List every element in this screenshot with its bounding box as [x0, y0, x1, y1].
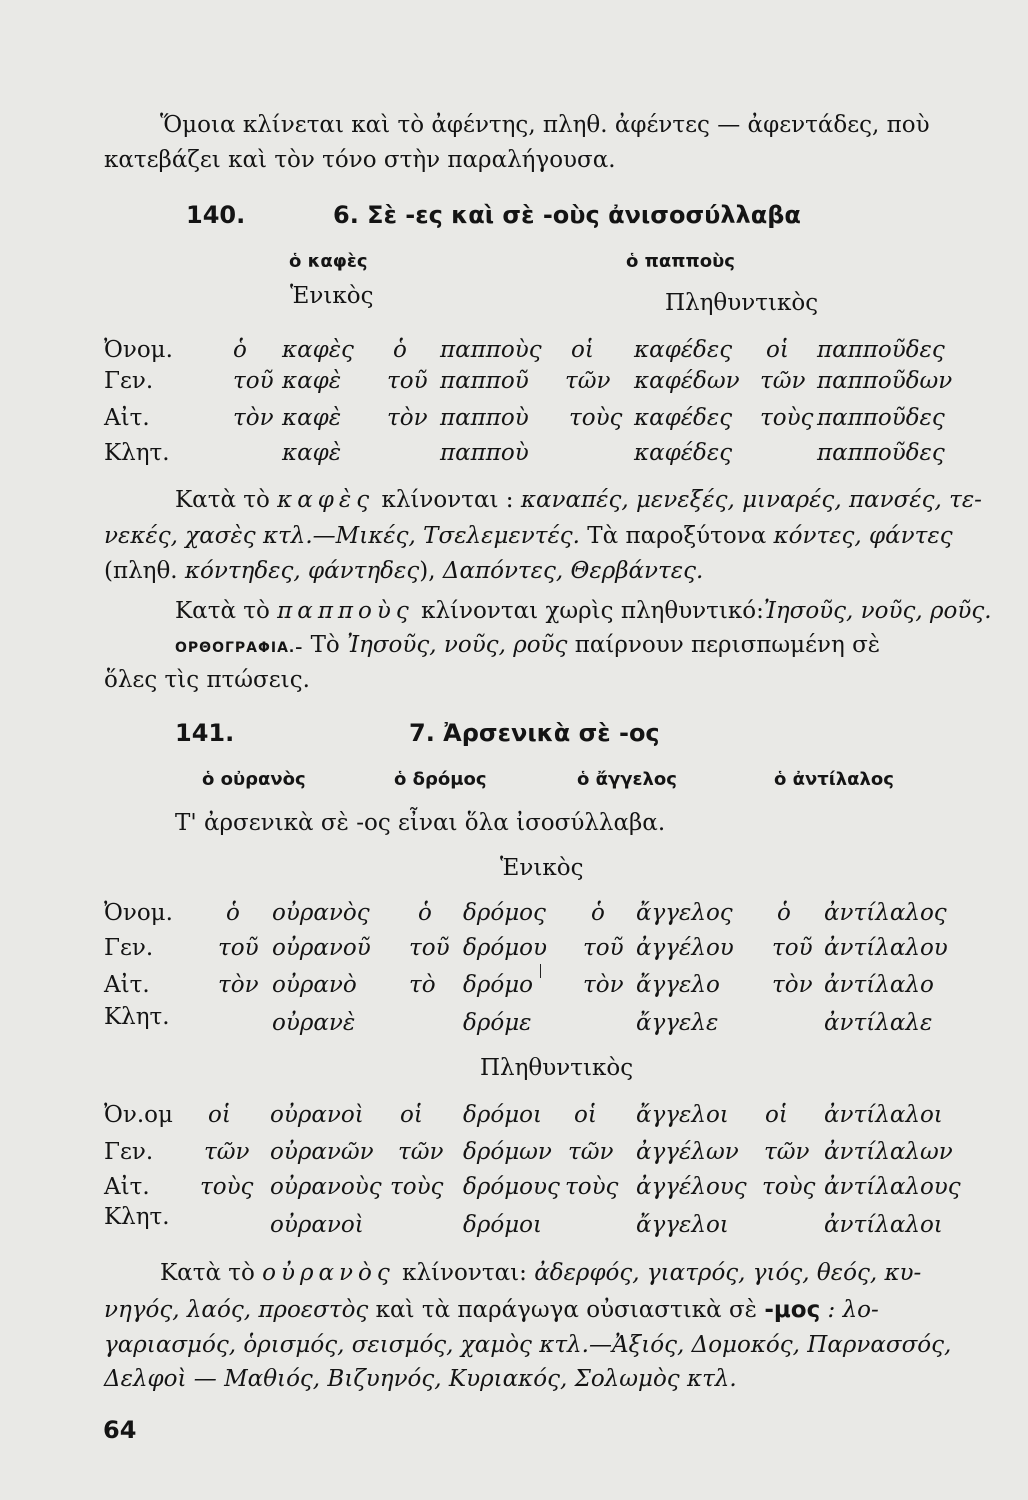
italic-text: καναπές, μενεξές, μιναρές, πανσές, τε-: [520, 487, 982, 513]
article: τοὺς: [569, 405, 623, 431]
plural-label-141: Πληθυντικὸς: [480, 1055, 634, 1081]
word-form: ἄγγελο: [636, 972, 720, 998]
word-form: οὐρανοῦ: [272, 935, 371, 961]
word-form: ἄγγελοι: [636, 1102, 729, 1128]
word-form: παπποῦδων: [817, 368, 953, 394]
para-140-line-1: [175, 485, 982, 515]
print-mark: [540, 964, 541, 978]
example-pappous: ὁ παπποὺς: [626, 251, 735, 272]
article: οἱ: [208, 1102, 231, 1128]
article: ὁ: [777, 900, 791, 926]
orthography-label: ΟΡΘΟΓΡΑΦΙΑ.–: [175, 640, 304, 656]
case-label: Αἰτ.: [104, 405, 150, 431]
word-form: δρόμους: [463, 1174, 560, 1200]
section-140-heading: 6. Σὲ -ες καὶ σὲ -οὺς ἀνισοσύλλαβα: [333, 201, 801, 229]
article: τὸν: [387, 405, 428, 431]
case-label: Αἰτ.: [104, 972, 150, 998]
word-form: καφέδες: [634, 405, 733, 431]
word-form: παπποὺ: [440, 405, 529, 431]
article: τοὺς: [200, 1174, 254, 1200]
orthography-note: [175, 630, 880, 663]
page-number: 64: [103, 1416, 137, 1444]
word-form: ἀντίλαλους: [824, 1174, 961, 1200]
italic-text: Δαπόντες, Θερβάντες.: [442, 558, 704, 584]
word-form: ἀγγέλου: [636, 935, 734, 961]
word-form: οὐρανὸς: [272, 900, 370, 926]
article: τῶν: [760, 368, 806, 394]
singular-label-141: Ἑνικὸς: [500, 855, 584, 881]
singular-label-140: Ἑνικὸς: [290, 283, 374, 309]
article: τοῦ: [387, 368, 428, 394]
article: τῶν: [565, 368, 611, 394]
word-form: οὐρανοὺς: [270, 1174, 382, 1200]
article: ὁ: [591, 900, 605, 926]
para-141-line-3: [104, 1330, 951, 1360]
word-form: οὐρανῶν: [270, 1139, 374, 1165]
text: ),: [419, 558, 436, 584]
article: τῶν: [764, 1139, 810, 1165]
case-label: Αἰτ.: [104, 1174, 150, 1200]
word-form: παπποῦδες: [817, 440, 945, 466]
word-form: οὐρανοὶ: [270, 1102, 364, 1128]
article: τῶν: [568, 1139, 614, 1165]
word-form: δρόμε: [463, 1010, 532, 1036]
italic-text: γαριασμός, ὁρισμός, σεισμός, χαμὸς κτλ.—Ἀξιός, Δομοκός, Παρνασσός,: [104, 1332, 952, 1358]
italic-text: : λο-: [827, 1297, 879, 1323]
word-form: καφὲ: [282, 405, 342, 431]
article: τοὺς: [390, 1174, 444, 1200]
article: τὸ: [409, 972, 436, 998]
text: παίρνουν περισπωμένη σὲ: [574, 632, 881, 658]
text: Τὰ παροξύτονα: [587, 523, 767, 549]
word-form: δρόμοι: [463, 1102, 543, 1128]
word-form: καφὲ: [282, 440, 342, 466]
article: τὸν: [218, 972, 259, 998]
italic-text: Δελφοὶ — Μαθιός, Βιζυηνός, Κυριακός, Σολωμὸς κτλ.: [104, 1366, 737, 1392]
text: Τὸ: [310, 632, 340, 658]
intro-text-2: κατεβάζει καὶ τὸν τόνο στὴν παραλήγουσα.: [104, 147, 616, 173]
word-form: ἄγγελε: [636, 1010, 719, 1036]
word-form: οὐρανοὶ: [270, 1212, 364, 1238]
text: ὅλες τὶς πτώσεις.: [104, 667, 310, 693]
word-form: οὐρανὲ: [272, 1010, 356, 1036]
word-form: ἀντίλαλων: [824, 1139, 953, 1165]
article: τῶν: [204, 1139, 250, 1165]
text: Κατὰ τὸ: [175, 487, 270, 513]
word-form: παπποὺς: [440, 337, 542, 363]
section-141-heading: 7. Ἀρσενικὰ σὲ -ος: [409, 719, 660, 747]
section-141-number: 141.: [175, 719, 235, 747]
word-form: δρόμος: [463, 900, 546, 926]
article: τὸν: [233, 405, 274, 431]
word-form: παπποῦ: [440, 368, 529, 394]
article: τοῦ: [233, 368, 274, 394]
text: κλίνονται :: [381, 487, 514, 513]
article: τοὺς: [762, 1174, 816, 1200]
para-140-line-2: [104, 521, 953, 551]
article: τὸν: [583, 972, 624, 998]
word-form: δρόμο: [463, 972, 534, 998]
text: Κατὰ τὸ: [175, 598, 270, 624]
text: κλίνονται χωρὶς πληθυντικό:: [421, 598, 764, 624]
word-form: καφὲ: [282, 368, 342, 394]
article: τοὺς: [565, 1174, 619, 1200]
article: τοῦ: [583, 935, 624, 961]
word-form: ἄγγελος: [636, 900, 733, 926]
article: οἱ: [400, 1102, 423, 1128]
word-form: δρόμου: [463, 935, 547, 961]
text: Κατὰ τὸ: [160, 1260, 255, 1286]
word-form: ἀγγέλων: [636, 1139, 739, 1165]
example-angelos: ὁ ἄγγελος: [577, 769, 677, 790]
orthography-note-end: [104, 665, 310, 695]
case-label: Ὀνομ.: [104, 900, 173, 926]
example-antilalos: ὁ ἀντίλαλος: [774, 769, 894, 790]
word-form: δρόμοι: [463, 1212, 543, 1238]
word-form: παπποὺ: [440, 440, 529, 466]
case-label: Ὀνομ.: [104, 337, 173, 363]
article: οἱ: [574, 1102, 597, 1128]
article: οἱ: [571, 337, 594, 363]
intro-text-1: Ὅμοια κλίνεται καὶ τὸ ἀφέντης, πληθ. ἀφέντες — ἀφεντάδες, ποὺ: [160, 112, 930, 138]
word-form: καφέδες: [634, 337, 733, 363]
article: ὁ: [226, 900, 240, 926]
article: τοῦ: [409, 935, 450, 961]
example-kafes: ὁ καφὲς: [289, 251, 368, 272]
article: τοῦ: [218, 935, 259, 961]
word-form: δρόμων: [463, 1139, 552, 1165]
case-label: Ὀν.ομ: [104, 1102, 173, 1128]
article: ὁ: [393, 337, 407, 363]
bold-suffix: -μος: [764, 1297, 821, 1323]
word-form: ἀντίλαλοι: [824, 1212, 943, 1238]
italic-text: νεκές, χασὲς κτλ.—Μικές, Τσελεμεντές.: [104, 523, 580, 549]
article: τῶν: [398, 1139, 444, 1165]
article: τοὺς: [760, 405, 814, 431]
para-140-line-4: [175, 596, 992, 626]
word-form: οὐρανὸ: [272, 972, 357, 998]
word-form: ἀντίλαλοι: [824, 1102, 943, 1128]
italic-text: ἀδερφός, γιατρός, γιός, θεός, κυ-: [534, 1260, 922, 1286]
para-141-line-1: [160, 1258, 921, 1288]
italic-text: Ἰησοῦς, νοῦς, ροῦς: [347, 632, 568, 658]
italic-text: κόντηδες, φάντηδες: [184, 558, 420, 584]
article: οἱ: [765, 1102, 788, 1128]
word-form: ἀντίλαλος: [824, 900, 947, 926]
word-form: καφὲς: [282, 337, 354, 363]
word-form: ἀντίλαλου: [824, 935, 948, 961]
case-label: Γεν.: [104, 368, 154, 394]
italic-text: Ἰησοῦς, νοῦς, ροῦς.: [763, 598, 992, 624]
word-form: ἀγγέλους: [636, 1174, 747, 1200]
case-label: Κλητ.: [104, 1204, 170, 1230]
section-140-number: 140.: [186, 201, 246, 229]
spaced-word: παπποὺς: [277, 598, 414, 624]
article: τὸν: [772, 972, 813, 998]
spaced-word: καφὲς: [277, 487, 375, 513]
case-label: Κλητ.: [104, 1004, 170, 1030]
text: (πληθ.: [104, 558, 178, 584]
article: τοῦ: [772, 935, 813, 961]
para-141-line-2: [104, 1295, 879, 1325]
example-dromos: ὁ δρόμος: [394, 769, 487, 790]
article: ὁ: [233, 337, 247, 363]
section-141-note: Τ' ἀρσενικὰ σὲ -ος εἶναι ὅλα ἰσοσύλλαβα.: [175, 810, 666, 836]
para-141-line-4: [104, 1364, 737, 1394]
case-label: Γεν.: [104, 1139, 154, 1165]
article: οἱ: [766, 337, 789, 363]
word-form: ἀντίλαλε: [824, 1010, 933, 1036]
word-form: ἄγγελοι: [636, 1212, 729, 1238]
word-form: παπποῦδες: [817, 405, 945, 431]
word-form: παπποῦδες: [817, 337, 945, 363]
italic-text: νηγός, λαός, προεστὸς: [104, 1297, 369, 1323]
word-form: καφέδων: [634, 368, 740, 394]
spaced-word: οὐρανὸς: [262, 1260, 395, 1286]
case-label: Κλητ.: [104, 440, 170, 466]
italic-text: κόντες, φάντες: [773, 523, 953, 549]
plural-label-140: Πληθυντικὸς: [665, 290, 819, 316]
case-label: Γεν.: [104, 935, 154, 961]
article: ὁ: [418, 900, 432, 926]
word-form: καφέδες: [634, 440, 733, 466]
example-ouranos: ὁ οὐρανὸς: [202, 769, 306, 790]
para-140-line-3: [104, 556, 703, 586]
text: κλίνονται:: [402, 1260, 527, 1286]
text: καὶ τὰ παράγωγα οὐσιαστικὰ σὲ: [375, 1297, 758, 1323]
intro-line-1: [160, 110, 930, 140]
intro-line-2: [104, 145, 616, 175]
word-form: ἀντίλαλο: [824, 972, 934, 998]
